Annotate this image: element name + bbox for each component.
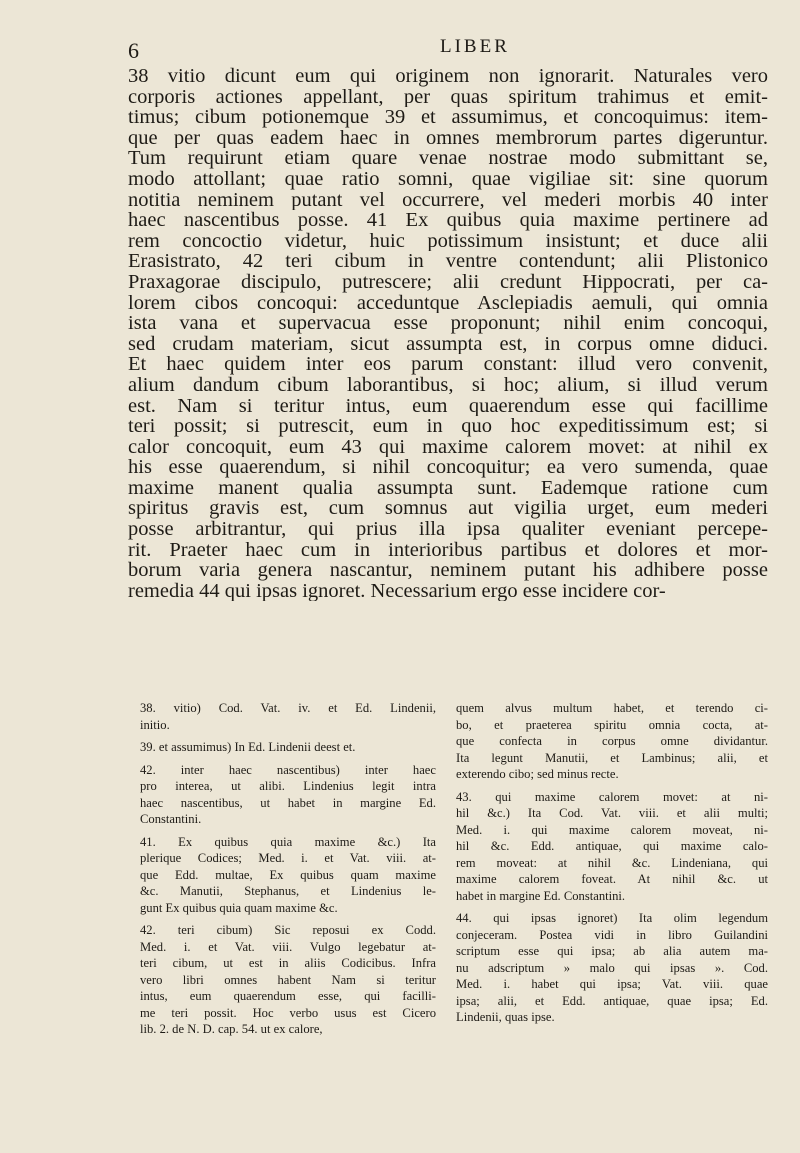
footnote-line: exterendo cibo; sed minus recte. [456,767,619,781]
main-text-line: Praxagorae discipulo, putrescere; alii credunt Hippocrati, per ca- [128,271,768,293]
footnote-line: que Edd. multae, Ex quibus quam maxime [140,867,436,882]
footnote-line: lib. 2. de N. D. cap. 54. ut ex calore, [140,1022,323,1036]
footnote-line: haec nascentibus, ut habet in margine Ed. [140,795,436,810]
footnote [456,700,768,783]
main-text-line: spiritus gravis est, cum somnus aut vigilia urget, eum mederi [128,498,768,520]
footnote [456,789,768,905]
running-head: LIBER [440,36,510,57]
footnotes-right-column [456,700,768,1026]
main-text-line: rit. Praeter haec cum in interioribus partibus et dolores et mor- [128,539,768,561]
footnotes-left-column [140,700,436,1038]
footnote-line: Ita legunt Manutii, et Lambinus; alii, et [456,750,768,765]
footnote-line: teri cibum, ut est in aliis Codicibus. Infra [140,956,436,970]
main-text-line: haec nascentibus posse. 41 Ex quibus quia maxime pertinere ad [128,210,768,231]
footnote-line: Med. i. et Vat. viii. Vulgo legebatur at- [140,939,436,954]
main-text-line: his esse quaerendum, si nihil concoquitur; ea vero sumenda, quae [128,457,768,478]
footnote-line: me teri possit. Hoc verbo usus est Cicero [140,1005,436,1020]
footnote-line: que confecta in corpus omne dividantur. [456,734,768,748]
footnote-line: initio. [140,717,170,732]
footnote-line: Med. i. habet qui ipsa; Vat. viii. quae [456,977,768,991]
footnote [140,922,436,1038]
footnote-line: plerique Codices; Med. i. et Vat. viii. at- [140,851,436,865]
main-text-line: borum varia genera nascantur, neminem putant his adhibere posse [128,560,768,581]
main-text-line: modo attollant; quae ratio somni, quae vigiliae sit: sine quorum [128,168,768,190]
footnote-line: ipsa; alii, et Edd. antiquae, quae ipsa; Ed. [456,993,768,1008]
main-text-line: remedia 44 qui ipsas ignoret. Necessarium ergo esse incidere cor- [128,580,666,602]
main-text-line: notitia neminem putant vel occurrere, vel mederi morbis 40 inter [128,189,768,211]
footnote [140,762,436,828]
footnote-line: pro interea, ut alibi. Lindenius legit intra [140,779,436,793]
footnote [140,700,436,733]
footnote-line: habet in margine Ed. Constantini. [456,888,626,903]
footnote-line: nu adscriptum » malo qui ipsas ». Cod. [456,960,768,975]
main-text-line: posse arbitrantur, qui prius illa ipsa qualiter eveniant percepe- [128,519,768,540]
footnote-line: Med. i. qui maxime calorem moveat, ni- [456,822,768,837]
footnote [456,910,768,1026]
main-text-line: Erasistrato, 42 teri cibum in ventre contendunt; alii Plistonico [128,251,768,272]
main-text-line: timus; cibum potionemque 39 et assumimus, et concoquimus: item- [128,107,768,128]
main-text-line: Tum requirunt etiam quare venae nostrae modo submittant se, [128,148,768,169]
footnote-line: maxime calorem foveat. At nihil &c. ut [456,872,768,886]
footnote-line: vero libri omnes habent Nam si teritur [140,972,436,987]
main-text-line: est. Nam si teritur intus, eum quaerendum esse qui facillime [128,395,768,417]
main-text-line: alium dandum cibum laborantibus, si hoc; alium, si illud verum [128,374,768,396]
footnote-line: 43. qui maxime calorem movet: at ni- [456,789,768,804]
footnote-line: 42. teri cibum) Sic reposui ex Codd. [140,923,436,937]
footnote-line: 42. inter haec nascentibus) inter haec [140,762,436,777]
footnote [140,834,436,917]
footnote-line: hil &c. Edd. antiquae, qui maxime calo- [456,839,768,853]
footnote-line: bo, et praeterea spiritu omnia cocta, at- [456,717,768,732]
footnote-line: &c. Manutii, Stephanus, et Lindenius le- [140,884,436,898]
main-text-line: Et haec quidem inter eos parum constant: illud vero convenit, [128,354,768,375]
footnote-line: Lindenii, quas ipse. [456,1010,555,1024]
main-text-line: 38 vitio dicunt eum qui originem non ignorarit. Naturales vero [128,66,768,87]
main-text-line: lorem cibos concoqui: acceduntque Asclepiadis aemuli, qui omnia [128,292,768,314]
footnote-line: 41. Ex quibus quia maxime &c.) Ita [140,834,436,849]
main-text-line: que per quas eadem haec in omnes membrorum partes digeruntur. [128,127,768,149]
main-text-line: calor concoquit, eum 43 qui maxime calorem movet: at nihil ex [128,436,768,458]
footnote-line: intus, eum quaerendum esse, qui facilli- [140,989,436,1003]
footnote [140,739,436,756]
main-text-line: corporis actiones appellant, per quas spiritum trahimus et emit- [128,86,768,108]
footnote-line: gunt Ex quibus quia quam maxime &c. [140,900,338,915]
main-text-line: ista vana et supervacua esse proponunt; nihil enim concoqui, [128,313,768,334]
footnote-line: 38. vitio) Cod. Vat. iv. et Ed. Lindenii, [140,701,436,715]
footnote-line: hil &c.) Ita Cod. Vat. viii. et alii multi; [456,806,768,820]
main-text [128,66,768,601]
main-text-line: rem concoctio videtur, huic potissimum insistunt; et duce alii [128,230,768,252]
footnote-line: rem moveat: at nihil &c. Lindeniana, qui [456,855,768,870]
page-number: 6 [128,38,139,63]
main-text-line: sed crudam materiam, sicut assumpta est, in corpus omne diduci. [128,333,768,355]
footnote-line: 39. et assumimus) In Ed. Lindenii deest et. [140,740,356,754]
footnote-line: 44. qui ipsas ignoret) Ita olim legendum [456,911,768,925]
main-text-line: maxime manent qualia assumpta sunt. Eademque ratione cum [128,477,768,499]
footnote-line: scriptum esse qui ipsa; ab alia autem ma- [456,944,768,958]
footnote-line: quem alvus multum habet, et terendo ci- [456,701,768,715]
footnote-line: conjeceram. Postea vidi in libro Guilandini [456,927,768,942]
footnote-line: Constantini. [140,812,202,826]
main-text-line: teri possit; si putrescit, eum in quo hoc expeditissimum est; si [128,416,768,437]
